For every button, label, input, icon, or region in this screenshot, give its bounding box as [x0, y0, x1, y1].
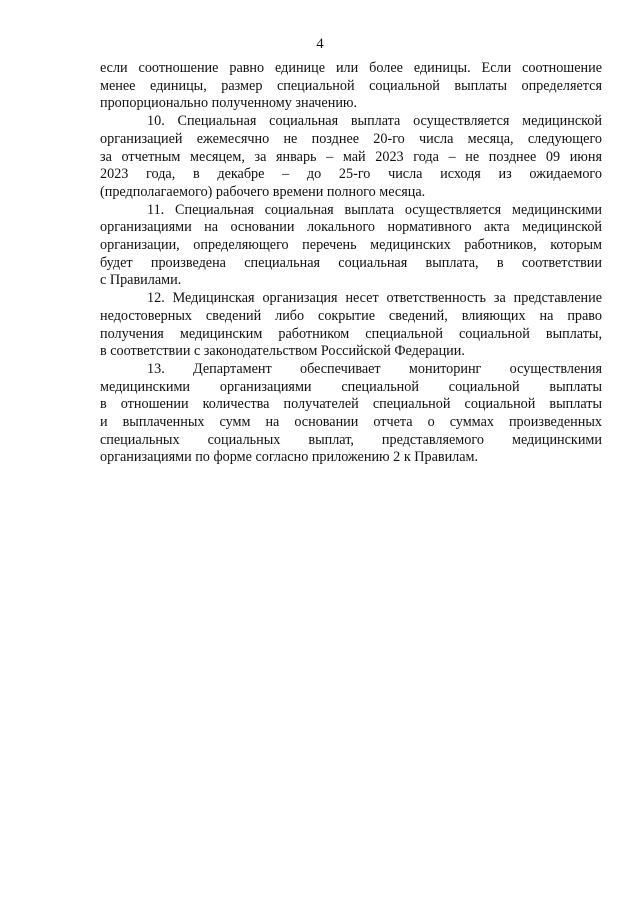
text-line: (предполагаемого) рабочего времени полного месяца. [100, 183, 426, 200]
text-line: получения медицинским работником специальной социальной выплаты, [100, 325, 602, 342]
paragraph-item-13 [100, 361, 602, 467]
text-line: специальных социальных выплат, представляемого медицинскими [100, 431, 602, 448]
text-line: организациями по форме согласно приложению 2 к Правилам. [100, 449, 479, 466]
paragraph-continuation [100, 60, 602, 113]
text-line: организацией ежемесячно не позднее 20-го числа месяца, следующего [100, 130, 602, 147]
text-line: организациями на основании локального нормативного акта медицинской [100, 219, 602, 236]
text-line: пропорционально полученному значению. [100, 95, 358, 112]
text-line: за отчетным месяцем, за январь – май 2023 года – не позднее 09 июня [100, 148, 602, 165]
text-line: 10. Специальная социальная выплата осуществляется медицинской [147, 113, 602, 130]
paragraph-item-11 [100, 202, 602, 291]
text-line: в отношении количества получателей специальной социальной выплаты [100, 396, 602, 413]
text-line: организации, определяющего перечень медицинских работников, которым [100, 237, 602, 254]
text-line: в соответствии с законодательством Российской Федерации. [100, 343, 465, 360]
text-line: медицинскими организациями специальной социальной выплаты [100, 378, 602, 395]
text-line: 13. Департамент обеспечивает мониторинг осуществления [147, 360, 602, 377]
text-line: менее единицы, размер специальной социальной выплаты определяется [100, 77, 602, 94]
text-line: будет произведена специальная социальная выплата, в соответствии [100, 254, 602, 271]
text-line: если соотношение равно единице или более единицы. Если соотношение [100, 60, 602, 76]
paragraph-item-10 [100, 113, 602, 202]
text-line: 11. Специальная социальная выплата осуществляется медицинскими [147, 201, 602, 218]
paragraph-item-12 [100, 290, 602, 361]
text-line: с Правилами. [100, 272, 182, 289]
document-body [100, 60, 602, 467]
text-line: и выплаченных сумм на основании отчета о суммах произведенных [100, 414, 602, 431]
text-line: недостоверных сведений либо сокрытие сведений, влияющих на право [100, 307, 602, 324]
text-line: 12. Медицинская организация несет ответственность за представление [147, 290, 602, 307]
text-line: 2023 года, в декабре – до 25-го числа исходя из ожидаемого [100, 166, 602, 183]
page-number: 4 [316, 36, 324, 52]
